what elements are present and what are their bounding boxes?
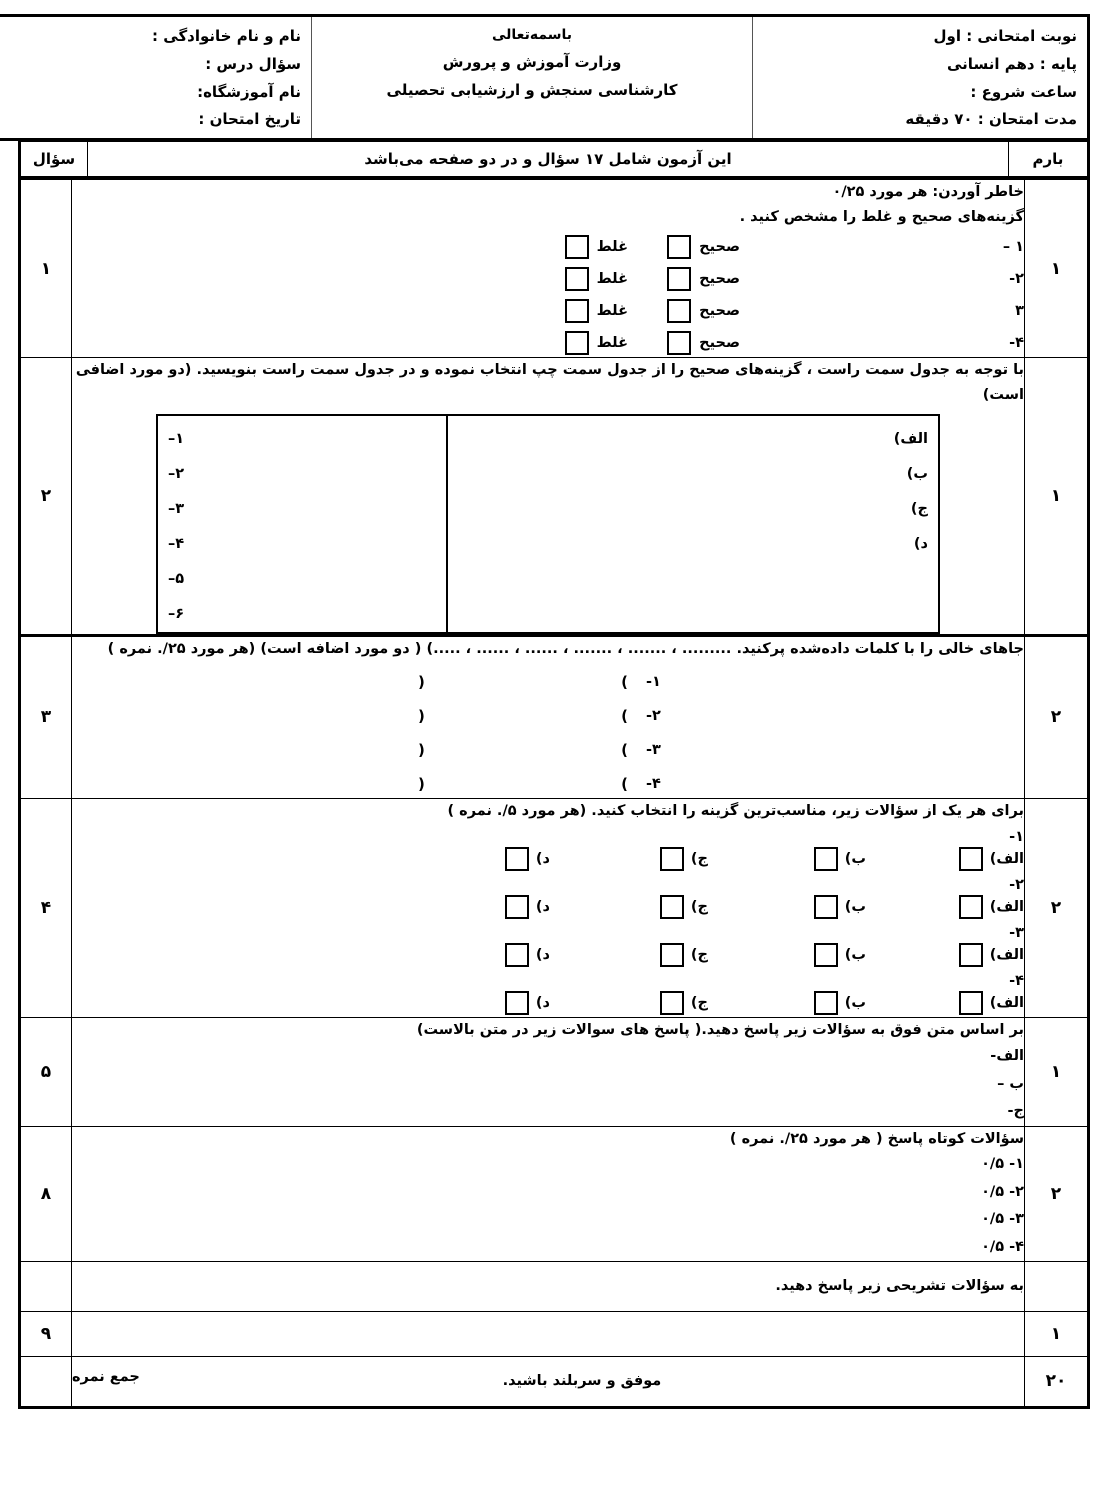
q1-true-label: صحیح <box>699 335 740 352</box>
q1-true-group <box>628 235 740 259</box>
q4-option-dal <box>392 895 550 919</box>
q2-right-item[interactable]: الف) <box>893 430 928 447</box>
header-student-name-field: نام و نام خانوادگی : <box>152 27 301 45</box>
q1-false-label: غلط <box>596 271 628 288</box>
header-ministry: وزارت آموزش و پرورش <box>442 52 622 71</box>
q4-option-be <box>708 895 866 919</box>
q4-option-checkbox-be[interactable] <box>814 991 838 1015</box>
total-mark-value: ۲۰ <box>1025 1357 1089 1408</box>
table-row-essay-header <box>20 1262 1089 1312</box>
q3-item-row <box>72 736 1024 764</box>
q4-option-checkbox-alef[interactable] <box>959 895 983 919</box>
mark-column-header: بارم <box>1009 142 1089 178</box>
q3-paren-open: ) <box>621 774 628 793</box>
table-row-q3 <box>20 636 1089 799</box>
exam-header-table <box>0 14 1090 141</box>
q3-item-row <box>72 668 1024 696</box>
header-department: کارشناسی سنجش و ارزشیابی تحصیلی <box>386 80 678 99</box>
q4-option-checkbox-jim[interactable] <box>660 895 684 919</box>
q1-true-label: صحیح <box>699 239 740 256</box>
q2-right-item[interactable]: ج) <box>910 500 928 517</box>
q1-item-number: ۳ <box>1015 303 1024 320</box>
q4-option-checkbox-be[interactable] <box>814 847 838 871</box>
q1-false-group <box>516 331 628 355</box>
q9-number: ۹ <box>20 1312 72 1357</box>
header-start-time: ساعت شروع : <box>970 82 1077 101</box>
q4-option-jim <box>550 943 708 967</box>
q8-body <box>72 1126 1025 1262</box>
q4-option-alef <box>866 847 1024 871</box>
q8-item[interactable]: ۴- ۰/۵ <box>981 1238 1024 1255</box>
q2-left-item[interactable]: ۱– <box>168 430 185 447</box>
q4-option-label: د) <box>535 851 550 868</box>
q1-number: ۱ <box>20 180 72 358</box>
q4-option-label: د) <box>535 947 550 964</box>
header-left-cell <box>753 16 1089 140</box>
q2-left-item[interactable]: ۴– <box>168 535 185 552</box>
q5-mark: ۱ <box>1025 1018 1089 1126</box>
q4-option-checkbox-be[interactable] <box>814 943 838 967</box>
q4-option-jim <box>550 847 708 871</box>
q3-answer-blank[interactable] <box>418 707 646 725</box>
table-row-q1 <box>20 180 1089 358</box>
q8-item[interactable]: ۱- ۰/۵ <box>981 1156 1024 1173</box>
q4-option-be <box>708 847 866 871</box>
q3-paren-open: ) <box>621 706 628 725</box>
q2-left-item[interactable]: ۵– <box>168 570 185 587</box>
header-center-cell <box>312 16 753 140</box>
q1-mark: ۱ <box>1025 180 1089 358</box>
q3-item-number: ۱- <box>646 673 661 690</box>
q4-option-alef <box>866 991 1024 1015</box>
q4-item-number: ۱- <box>1009 829 1024 846</box>
table-row-q5 <box>20 1018 1089 1126</box>
q4-option-label: ج) <box>690 995 708 1012</box>
q4-option-checkbox-dal[interactable] <box>505 895 529 919</box>
essay-header-body <box>72 1262 1025 1312</box>
q9-body[interactable] <box>72 1312 1025 1357</box>
table-row-footer <box>20 1357 1089 1408</box>
q4-option-dal <box>392 943 550 967</box>
q2-right-column <box>447 415 939 633</box>
q4-option-jim <box>550 895 708 919</box>
q5-body <box>72 1018 1025 1126</box>
q4-option-label: ب) <box>844 899 866 916</box>
q4-option-jim <box>550 991 708 1015</box>
q1-true-checkbox[interactable] <box>667 331 691 355</box>
q4-number: ۴ <box>20 798 72 1018</box>
q4-option-row <box>72 991 1024 1015</box>
table-row-q2 <box>20 358 1089 636</box>
header-school-field: نام آموزشگاه: <box>197 82 301 101</box>
q3-item-row <box>72 770 1024 798</box>
q4-option-checkbox-alef[interactable] <box>959 943 983 967</box>
q4-option-label: الف) <box>989 851 1024 868</box>
q4-option-checkbox-jim[interactable] <box>660 847 684 871</box>
q8-number: ۸ <box>20 1126 72 1262</box>
q2-right-item[interactable]: د) <box>913 535 928 552</box>
q1-intro-line2: گزینه‌های صحیح و غلط را مشخص کنید . <box>739 208 1024 225</box>
q4-option-be <box>708 991 866 1015</box>
q8-item[interactable]: ۳- ۰/۵ <box>981 1211 1024 1228</box>
q5-item[interactable]: ج- <box>1007 1103 1024 1120</box>
q4-mark: ۲ <box>1025 798 1089 1018</box>
q2-left-item[interactable]: ۲– <box>168 465 185 482</box>
exam-banner-text: این آزمون شامل ۱۷ سؤال و در دو صفحه می‌باشد <box>88 142 1009 178</box>
q2-body <box>72 358 1025 636</box>
header-duration: مدت امتحان : ۷۰ دقیقه <box>905 110 1077 129</box>
q4-option-checkbox-dal[interactable] <box>505 943 529 967</box>
essay-header-mark <box>1025 1262 1089 1312</box>
q3-paren-open: ) <box>621 672 628 691</box>
q3-answer-blank[interactable] <box>418 741 646 759</box>
q1-item-number: ۱ – <box>1002 239 1024 256</box>
q4-option-checkbox-be[interactable] <box>814 895 838 919</box>
total-mark-label: جمع نمره <box>72 1369 140 1386</box>
q4-option-dal <box>392 847 550 871</box>
table-row-q4 <box>20 798 1089 1018</box>
q3-item-number: ۴- <box>646 775 661 792</box>
exam-body-table <box>18 179 1090 1409</box>
q1-item-row <box>72 233 1024 261</box>
q4-intro: برای هر یک از سؤالات زیر، مناسب‌ترین گزینه را انتخاب کنید. (هر مورد ۵/. نمره ) <box>447 802 1024 819</box>
q1-item-row <box>72 329 1024 357</box>
q4-option-be <box>708 943 866 967</box>
q1-false-checkbox[interactable] <box>565 235 589 259</box>
q3-item-row <box>72 702 1024 730</box>
q3-paren-open: ) <box>621 740 628 759</box>
q1-false-label: غلط <box>596 303 628 320</box>
header-bismillah: باسمه‌تعالی <box>492 27 572 43</box>
q4-option-checkbox-dal[interactable] <box>505 847 529 871</box>
q1-true-checkbox[interactable] <box>667 267 691 291</box>
q1-true-group <box>628 331 740 355</box>
q1-false-checkbox[interactable] <box>565 299 589 323</box>
q3-paren-close: ( <box>418 774 425 793</box>
q1-true-group <box>628 267 740 291</box>
q1-false-label: غلط <box>596 335 628 352</box>
header-right-cell <box>0 16 312 140</box>
q4-option-label: الف) <box>989 947 1024 964</box>
q2-intro: با توجه به جدول سمت راست ، گزینه‌های صحیح را از جدول سمت چپ انتخاب نموده و در جدول سمت راست بنویسید. (دو مورد اضافی است) <box>75 362 1024 403</box>
q4-option-checkbox-jim[interactable] <box>660 943 684 967</box>
q1-item-number: ۲- <box>1009 271 1024 288</box>
q1-true-label: صحیح <box>699 303 740 320</box>
q2-matching-table <box>156 414 940 634</box>
q8-intro: سؤالات کوتاه پاسخ ( هر مورد ۲۵/. نمره ) <box>729 1130 1024 1147</box>
q1-false-group <box>516 235 628 259</box>
q4-option-label: الف) <box>989 899 1024 916</box>
q2-left-item[interactable]: ۳– <box>168 500 185 517</box>
q1-intro-line1: خاطر آوردن: هر مورد ۰/۲۵ <box>832 184 1024 200</box>
q4-option-label: ج) <box>690 899 708 916</box>
q4-option-dal <box>392 991 550 1015</box>
q1-true-checkbox[interactable] <box>667 299 691 323</box>
q2-left-item[interactable]: ۶– <box>168 605 185 622</box>
q1-false-checkbox[interactable] <box>565 331 589 355</box>
q3-body <box>72 636 1025 799</box>
q3-item-number: ۳- <box>646 741 661 758</box>
q4-body <box>72 798 1025 1018</box>
q5-intro: بر اساس متن فوق به سؤالات زیر پاسخ دهید.( پاسخ های سوالات زیر در متن بالاست) <box>416 1022 1024 1039</box>
q5-number: ۵ <box>20 1018 72 1126</box>
q1-true-checkbox[interactable] <box>667 235 691 259</box>
q1-false-checkbox[interactable] <box>565 267 589 291</box>
q1-false-label: غلط <box>596 239 628 256</box>
q4-option-row <box>72 943 1024 967</box>
closing-message: موفق و سربلند باشید. <box>502 1373 662 1390</box>
q4-option-alef <box>866 943 1024 967</box>
q4-option-label: الف) <box>989 995 1024 1012</box>
q8-mark: ۲ <box>1025 1126 1089 1262</box>
q4-option-checkbox-jim[interactable] <box>660 991 684 1015</box>
table-row-q8 <box>20 1126 1089 1262</box>
q2-number: ۲ <box>20 358 72 636</box>
footer-body <box>72 1357 1025 1408</box>
q1-true-group <box>628 299 740 323</box>
q2-matching-wrapper <box>72 414 1024 634</box>
q4-option-checkbox-dal[interactable] <box>505 991 529 1015</box>
q4-item-number: ۴- <box>1009 973 1024 990</box>
q1-item-row <box>72 297 1024 325</box>
q3-item-number: ۲- <box>646 707 661 724</box>
question-column-header: سؤال <box>20 142 88 178</box>
q4-option-label: ج) <box>690 947 708 964</box>
q4-option-alef <box>866 895 1024 919</box>
q1-false-group <box>516 299 628 323</box>
q4-option-checkbox-alef[interactable] <box>959 991 983 1015</box>
header-exam-term: نوبت امتحانی : اول <box>933 27 1077 45</box>
q4-option-row <box>72 847 1024 871</box>
q1-false-group <box>516 267 628 291</box>
essay-header-text: به سؤالات تشریحی زیر پاسخ دهید. <box>775 1278 1024 1295</box>
q5-item[interactable]: ب – <box>997 1075 1024 1092</box>
q3-mark: ۲ <box>1025 636 1089 799</box>
q1-true-label: صحیح <box>699 271 740 288</box>
q3-paren-close: ( <box>418 740 425 759</box>
q4-option-label: ب) <box>844 995 866 1012</box>
q4-item-number: ۲- <box>1009 877 1024 894</box>
q1-item-row <box>72 265 1024 293</box>
q1-item-number: ۴- <box>1009 335 1024 352</box>
q1-body <box>72 180 1025 358</box>
q2-left-column <box>157 415 447 633</box>
q2-right-item[interactable]: ب) <box>906 465 928 482</box>
q3-number: ۳ <box>20 636 72 799</box>
q9-mark: ۱ <box>1025 1312 1089 1357</box>
q4-item-number: ۳- <box>1009 925 1024 942</box>
q2-mark: ۱ <box>1025 358 1089 636</box>
q3-intro: جاهای خالی را با کلمات داده‌شده پرکنید. ......... ، ....... ، ....... ، ...... ، ...... ، .....) ( دو مورد اضافه است) (هر مورد ۲۵/. نمره ) <box>107 641 1024 658</box>
table-row-q9 <box>20 1312 1089 1357</box>
q3-answer-blank[interactable] <box>418 775 646 793</box>
q8-item[interactable]: ۲- ۰/۵ <box>981 1183 1024 1200</box>
q4-option-label: د) <box>535 995 550 1012</box>
q4-option-label: ب) <box>844 947 866 964</box>
q4-option-label: د) <box>535 899 550 916</box>
footer-number <box>20 1357 72 1408</box>
q4-option-label: ج) <box>690 851 708 868</box>
exam-banner-table <box>18 141 1090 179</box>
essay-header-number <box>20 1262 72 1312</box>
q4-option-row <box>72 895 1024 919</box>
q5-item[interactable]: الف- <box>990 1047 1024 1064</box>
q3-answer-blank[interactable] <box>418 673 646 691</box>
q3-paren-close: ( <box>418 706 425 725</box>
q3-paren-close: ( <box>418 672 425 691</box>
header-exam-date-field: تاریخ امتحان : <box>198 110 301 129</box>
q4-option-label: ب) <box>844 851 866 868</box>
header-grade: پایه : دهم انسانی <box>947 54 1077 73</box>
header-subject-field: سؤال درس : <box>205 54 301 73</box>
q4-option-checkbox-alef[interactable] <box>959 847 983 871</box>
